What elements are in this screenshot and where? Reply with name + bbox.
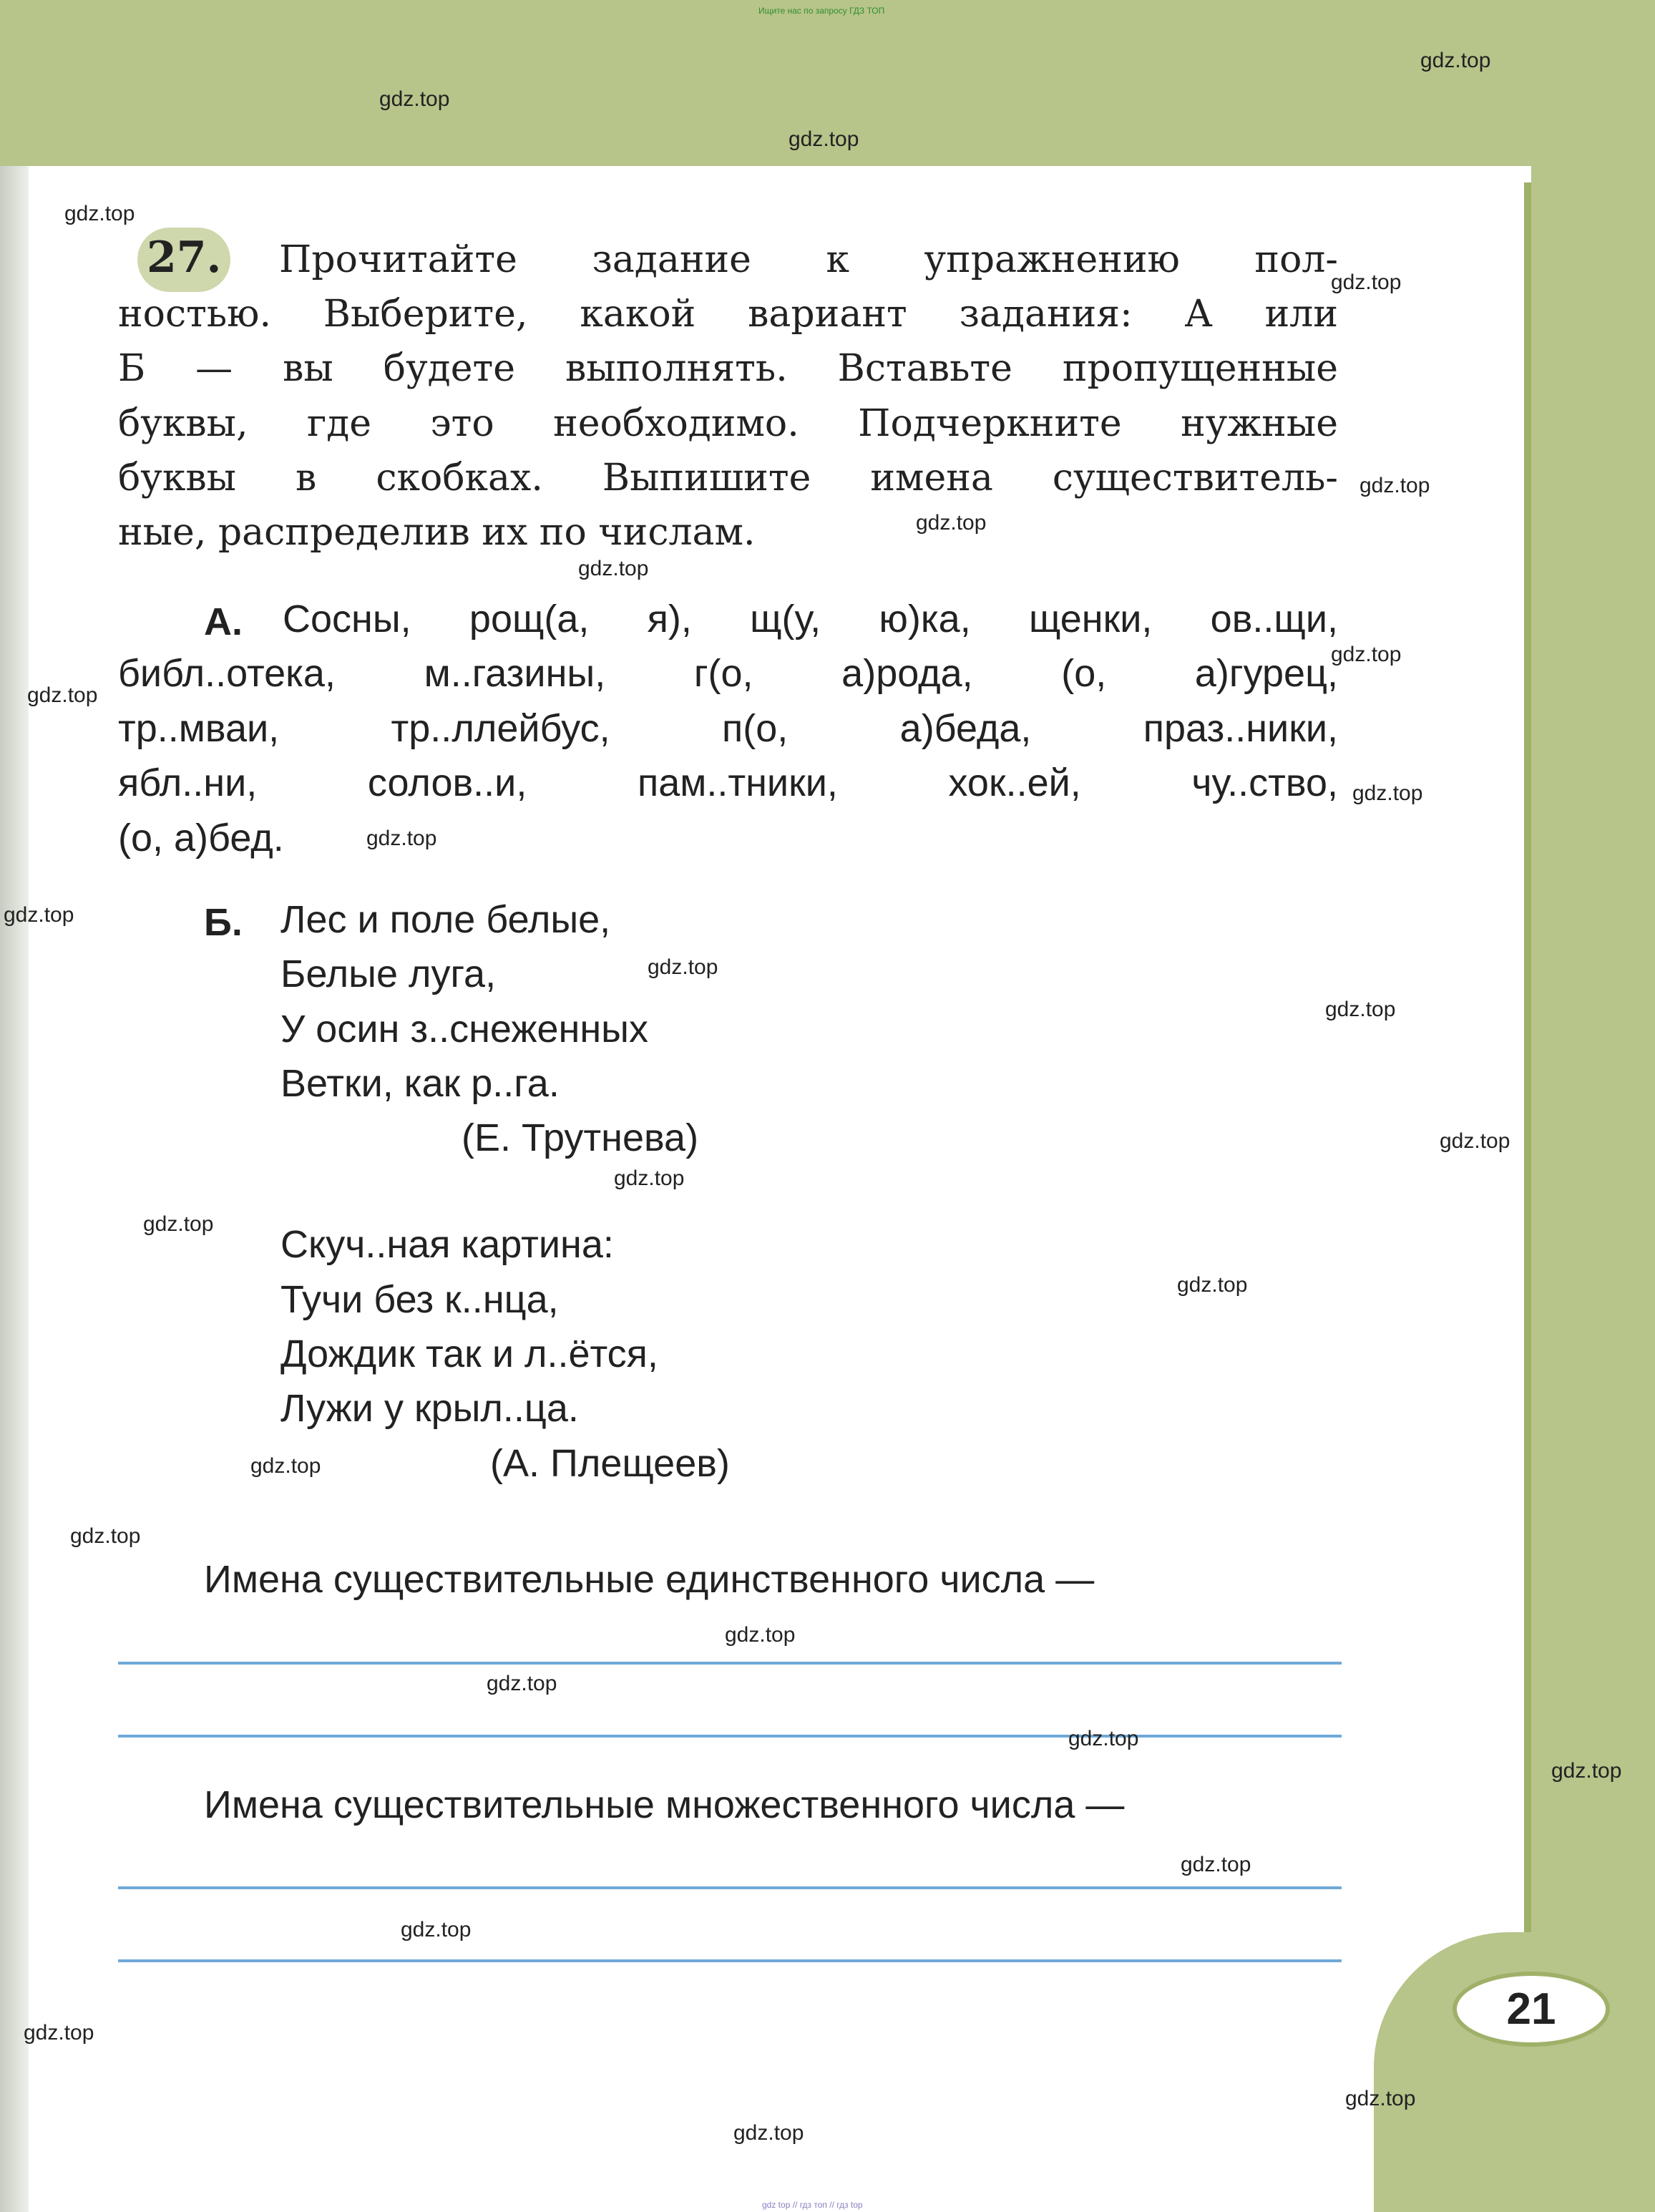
page-number: 21 — [1453, 1972, 1610, 2047]
watermark: gdz.top — [1331, 271, 1402, 294]
watermark: gdz.top — [1181, 1853, 1251, 1876]
watermark: gdz.top — [1345, 2087, 1416, 2110]
singular-label: Имена существительные единственного числа — — [204, 1558, 1095, 1601]
variant-a-line: ябл..ни, солов..и, пам..тники, хок..ей, чу..ство, — [118, 761, 1338, 804]
variant-a-line: библ..отека, м..газины, г(о, а)рода, (о, а)гурец, — [118, 652, 1338, 695]
poem-line: Лес и поле белые, — [280, 898, 611, 941]
watermark: gdz.top — [70, 1524, 141, 1548]
watermark: gdz.top — [1359, 474, 1430, 497]
variant-b-label: Б. — [204, 901, 243, 944]
watermark: gdz.top — [487, 1672, 557, 1695]
variant-a-line: тр..мваи, тр..ллейбус, п(о, а)беда, праз..ники, — [118, 707, 1338, 750]
task-line: Прочитайте задание к упражнению пол- — [279, 238, 1338, 281]
page-binding-edge — [0, 166, 29, 2212]
task-line: буквы, где это необходимо. Подчеркните нужные — [118, 402, 1338, 445]
task-line: ностью. Выберите, какой вариант задания: А или — [118, 293, 1338, 336]
watermark: gdz.top — [250, 1454, 321, 1478]
task-line: буквы в скобках. Выпишите имена существитель- — [118, 457, 1338, 500]
header-note: Ищите нас по запросу ГДЗ ТОП — [758, 6, 885, 16]
poem-line: Белые луга, — [280, 952, 497, 995]
exercise-number: 27. — [147, 233, 222, 283]
watermark: gdz.top — [614, 1166, 685, 1190]
answer-line-plural-1[interactable] — [118, 1886, 1342, 1889]
watermark: gdz.top — [1331, 643, 1402, 666]
watermark: gdz.top — [1551, 1759, 1622, 1783]
watermark: gdz.top — [366, 827, 437, 850]
poem-line: Ветки, как р..га. — [280, 1062, 560, 1105]
poem-author: (А. Плещеев) — [490, 1442, 730, 1485]
poem-author: (Е. Трутнева) — [462, 1116, 699, 1159]
watermark: gdz.top — [916, 511, 987, 535]
watermark: gdz.top — [1440, 1129, 1510, 1153]
poem-line: У осин з..снеженных — [280, 1008, 648, 1051]
answer-line-singular-1[interactable] — [118, 1662, 1342, 1665]
watermark: gdz.top — [379, 87, 450, 111]
poem-line: Лужи у крыл..ца. — [280, 1387, 579, 1430]
plural-label: Имена существительные множественного числа — — [204, 1783, 1125, 1826]
watermark: gdz.top — [4, 903, 74, 927]
watermark: gdz.top — [789, 127, 859, 151]
watermark: gdz.top — [578, 557, 649, 580]
task-line: Б — вы будете выполнять. Вставьте пропущенные — [118, 347, 1338, 390]
poem-line: Дождик так и л..ётся, — [280, 1332, 658, 1375]
footer-note: gdz top // гдз топ // гдз top — [762, 2200, 863, 2210]
right-margin-strip — [1531, 166, 1655, 2212]
watermark: gdz.top — [1325, 998, 1396, 1021]
task-line: ные, распределив их по числам. — [118, 511, 756, 554]
watermark: gdz.top — [401, 1918, 472, 1941]
poem-line: Скуч..ная картина: — [280, 1223, 614, 1266]
watermark: gdz.top — [1177, 1273, 1248, 1297]
poem-line: Тучи без к..нца, — [280, 1278, 559, 1321]
variant-a-label: А. — [204, 600, 243, 643]
watermark: gdz.top — [1068, 1727, 1139, 1750]
watermark: gdz.top — [1420, 49, 1491, 72]
right-margin-line — [1524, 182, 1531, 2179]
watermark: gdz.top — [1352, 781, 1423, 805]
watermark: gdz.top — [648, 955, 718, 979]
watermark: gdz.top — [64, 202, 135, 225]
watermark: gdz.top — [27, 683, 98, 707]
watermark: gdz.top — [143, 1212, 214, 1236]
watermark: gdz.top — [725, 1623, 796, 1647]
answer-line-plural-2[interactable] — [118, 1959, 1342, 1962]
watermark: gdz.top — [24, 2021, 94, 2045]
variant-a-line: Сосны, рощ(а, я), щ(у, ю)ка, щенки, ов..щи, — [283, 598, 1338, 640]
answer-line-singular-2[interactable] — [118, 1735, 1342, 1738]
variant-a-line: (о, а)бед. — [118, 817, 284, 859]
watermark: gdz.top — [733, 2121, 804, 2145]
